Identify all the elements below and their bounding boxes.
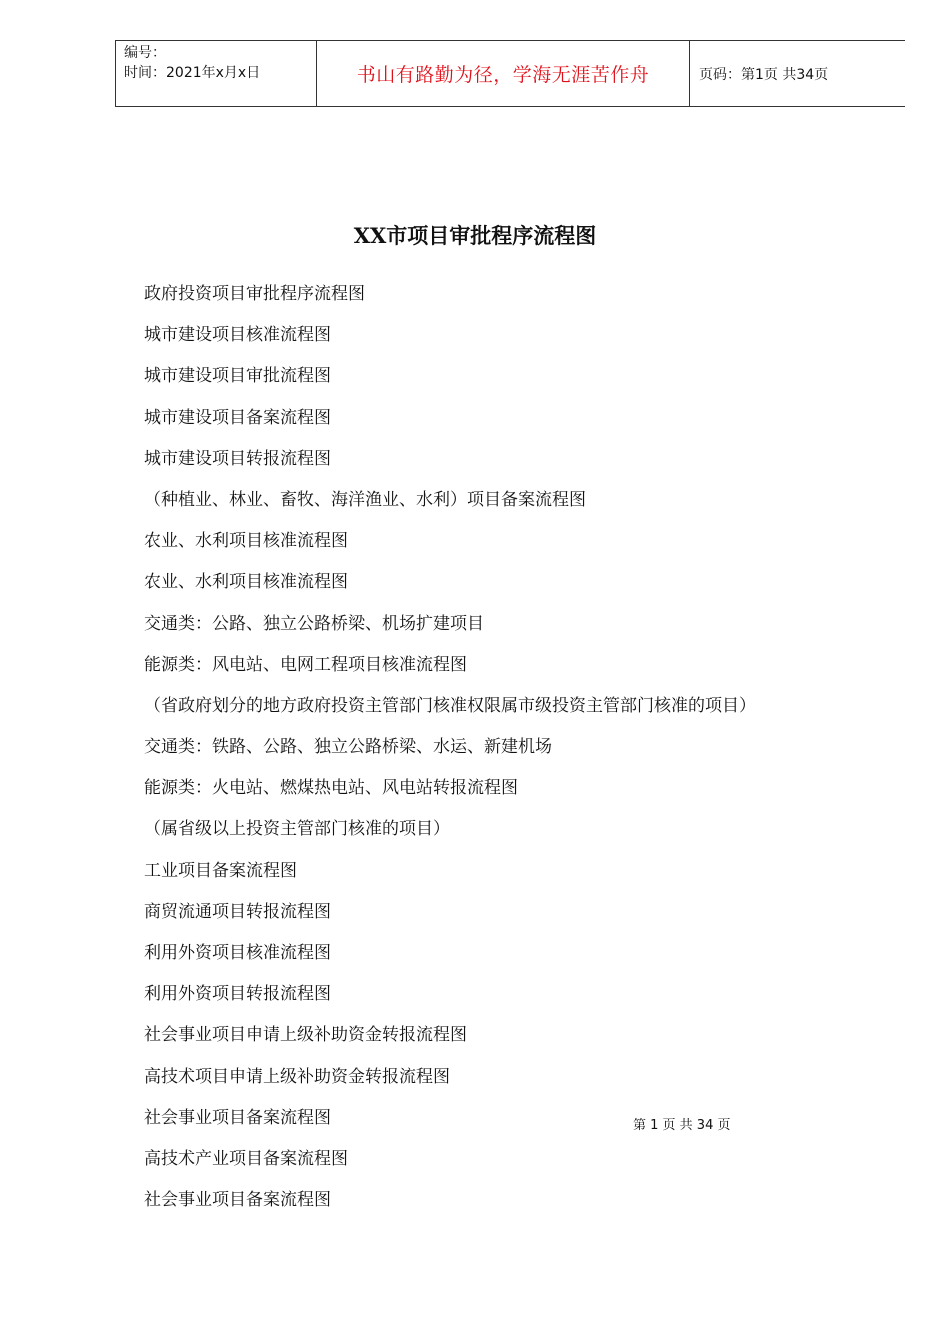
toc-item: 城市建设项目备案流程图: [144, 407, 331, 428]
toc-item: 城市建设项目转报流程图: [144, 448, 331, 469]
toc-item: 社会事业项目备案流程图: [144, 1190, 331, 1211]
toc-item: 高技术项目申请上级补助资金转报流程图: [144, 1066, 450, 1087]
toc-item: 利用外资项目转报流程图: [144, 984, 331, 1005]
header-motto-cell: [317, 41, 690, 106]
header-meta-cell: [115, 41, 317, 106]
toc-item: 农业、水利项目核准流程图: [144, 531, 348, 552]
toc-item: 交通类：铁路、公路、独立公路桥梁、水运、新建机场: [144, 737, 552, 758]
toc-item: 城市建设项目审批流程图: [144, 366, 331, 387]
toc-item: 政府投资项目审批程序流程图: [144, 284, 365, 304]
toc-item: 高技术产业项目备案流程图: [144, 1148, 348, 1169]
toc-item: （省政府划分的地方政府投资主管部门核准权限属市级投资主管部门核准的项目）: [144, 695, 756, 716]
header-table: [115, 40, 905, 107]
serial-label: 编号：: [124, 45, 166, 61]
toc-item: 交通类：公路、独立公路桥梁、机场扩建项目: [144, 613, 484, 634]
toc-item: 工业项目备案流程图: [144, 860, 297, 881]
toc-item: （属省级以上投资主管部门核准的项目）: [144, 819, 450, 840]
toc-item: 利用外资项目核准流程图: [144, 943, 331, 963]
toc-item: 农业、水利项目核准流程图: [144, 572, 348, 593]
toc-item: 能源类：火电站、燃煤热电站、风电站转报流程图: [144, 778, 518, 799]
header-page-cell: [690, 41, 905, 106]
motto-text: 书山有路勤为径，学海无涯苦作舟: [356, 64, 650, 86]
page-info: 页码：第1页 共34页: [699, 66, 829, 83]
toc-item: 城市建设项目核准流程图: [144, 325, 331, 346]
toc-list: [144, 282, 756, 1229]
toc-item: 能源类：风电站、电网工程项目核准流程图: [144, 654, 467, 675]
time-label: 时间：2021年x月x日: [124, 65, 261, 81]
toc-item: 商贸流通项目转报流程图: [144, 901, 331, 922]
toc-item: 社会事业项目备案流程图: [144, 1107, 331, 1128]
toc-item: 社会事业项目申请上级补助资金转报流程图: [144, 1025, 467, 1046]
toc-item: （种植业、林业、畜牧、海洋渔业、水利）项目备案流程图: [144, 489, 586, 510]
document-title: XX市项目审批程序流程图: [353, 223, 597, 248]
page-footer: 第 1 页 共 34 页: [633, 1118, 731, 1133]
